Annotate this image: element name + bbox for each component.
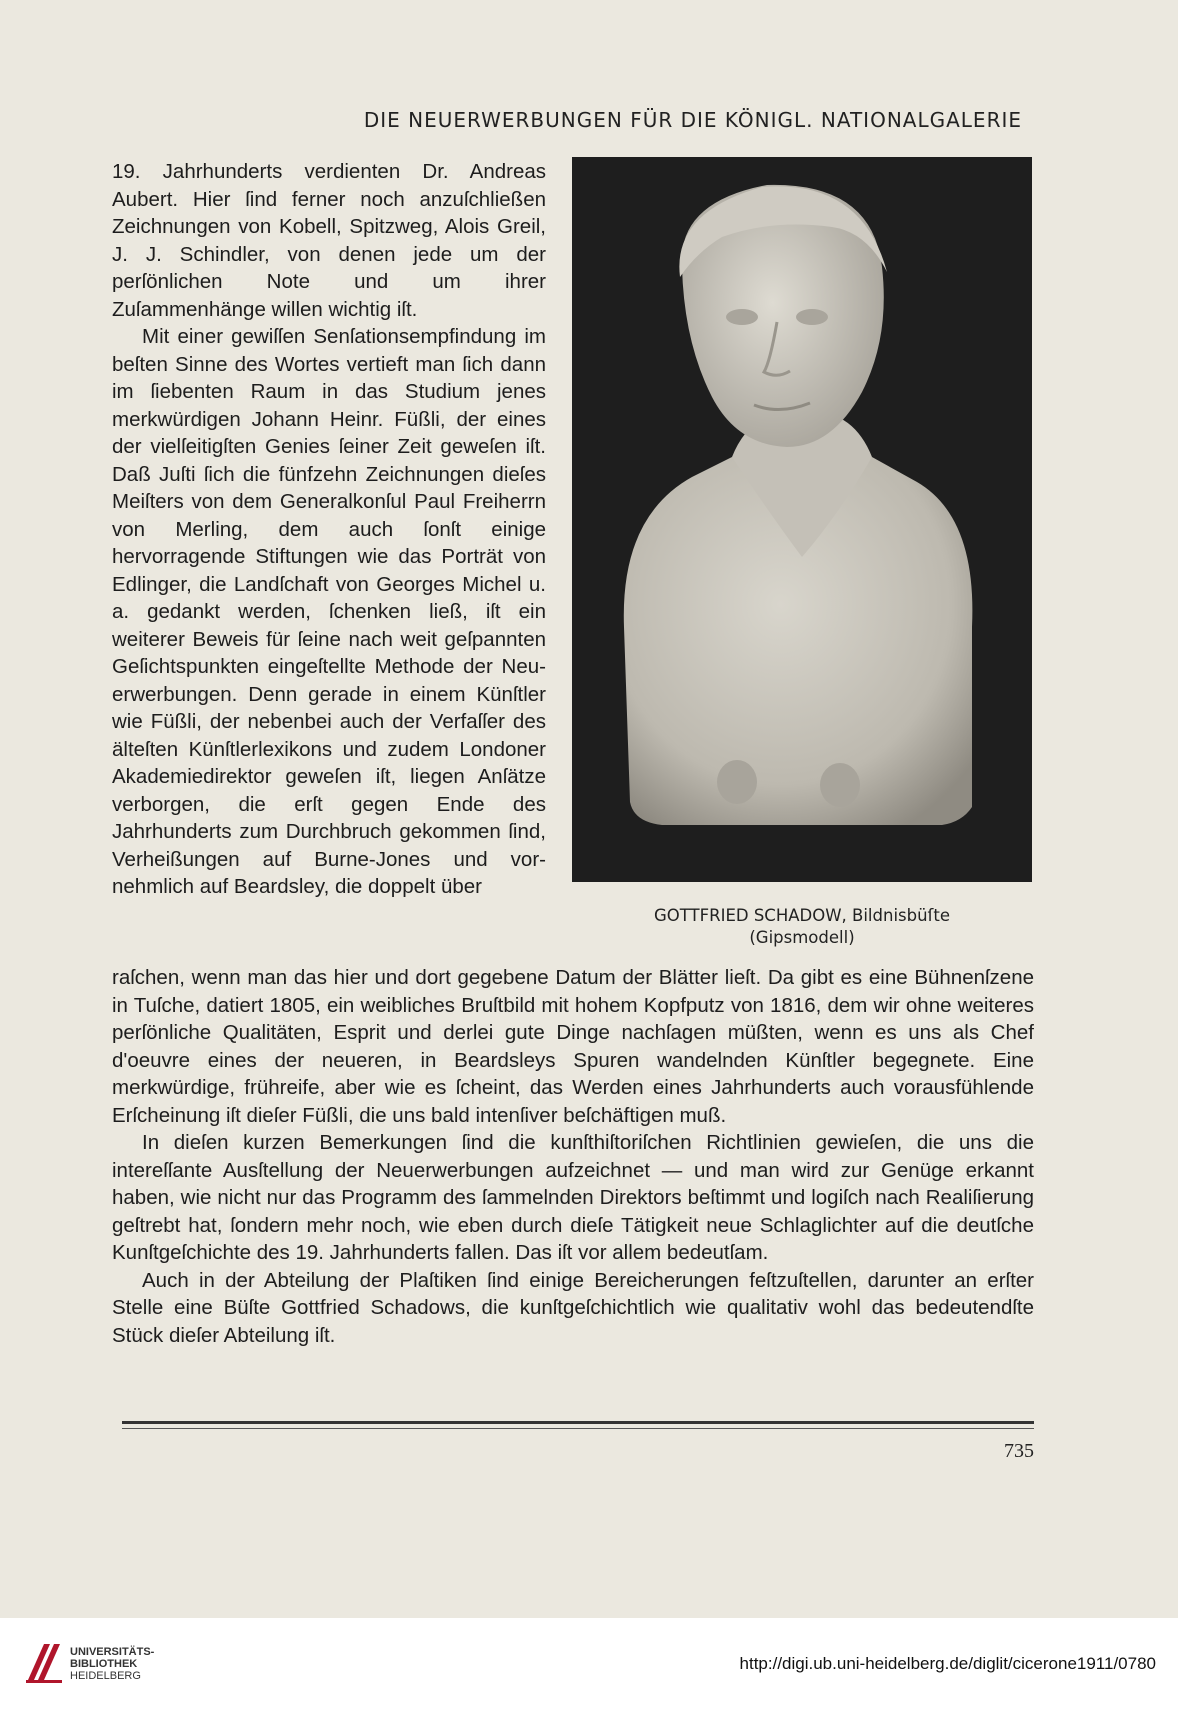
full-paragraph-3: Auch in der Abteilung der Plaſtiken ſind einige Bereicherungen feſtzuſtellen, darunter an erſter Stelle eine Büſte Gottfried Schadows, die kunſtgeſchichtlich wie qualitativ wohl das bedeutendſte Stück dieſer Abteilung iſt.: [112, 1268, 1034, 1347]
column-text: [112, 158, 546, 901]
source-url-link[interactable]: http://digi.ub.uni-heidelberg.de/diglit/cicerone1911/0780: [739, 1654, 1156, 1673]
library-name-line2: BIBLIOTHEK: [70, 1658, 138, 1670]
library-name[interactable]: [70, 1646, 154, 1682]
library-name-line3: HEIDELBERG: [70, 1670, 141, 1682]
full-width-text: [112, 964, 1034, 1349]
figure-caption: [572, 905, 1032, 949]
caption-title: GOTTFRIED SCHADOW, Bildnisbüſte: [654, 906, 950, 925]
column-paragraph-2: Mit einer gewiſſen Senſationsempfindung im beſten Sinne des Wortes vertieft man ſich dann im ſiebenten Raum in das Studium jenes merkwürdigen Johann Heinr. Füßli, der eines der vielſeitigſten Genies ſeiner Zeit geweſen iſt. Daß Juſti ſich die fünfzehn Zeichnungen dieſes Meiſters von dem Generalkonſul Paul Freiherrn von Merling, dem auch ſonſt einige hervorragende Stiftungen wie das Porträt von Edlinger, die Landſchaft von Georges Michel u. a. gedankt werden, ſchenken ließ, iſt ein weiterer Beweis für ſeine nach weit geſpannten Geſichtspunkten eingeſtellte Methode der Neuerwerbungen. Denn gerade in einem Künſtler wie Füßli, der nebenbei auch der Verfaſſer des älteſten Künſtlerlexikons und zudem Londoner Akademiedirektor geweſen iſt, liegen Anſätze verborgen, die erſt gegen Ende des Jahrhunderts zum Durchbruch gekommen ſind, Verheißungen auf Burne-Jones und vornehmlich auf Beardsley, die doppelt über: [112, 325, 546, 898]
coat-button-right: [820, 763, 860, 807]
bust-eye-right: [796, 309, 828, 325]
library-name-line1: UNIVERSITÄTS-: [70, 1646, 155, 1658]
bust-eye-left: [726, 309, 758, 325]
full-paragraph-1: raſchen, wenn man das hier und dort gegebene Datum der Blätter lieſt. Da gibt es eine Bühnenſzene in Tuſche, datiert 1805, ein weibliches Bruſtbild mit hohem Kopfputz von 1816, dem wir ohne weiteres perſönliche Qualitäten, Esprit und derlei gute Dinge nachſagen müßten, wenn es uns als Chef d'oeuvre eines der neueren, in Beardsleys Spuren wandelnden Künſtler begegnete. Eine merkwürdige, frühreife, aber wie es ſcheint, das Werden eines Jahrhunderts auch vorausfühlende Erſcheinung iſt dieſer Füßli, die uns bald intenſiver beſchäftigen muß.: [112, 966, 1034, 1127]
page-number: 735: [1004, 1440, 1034, 1462]
running-head: DIE NEUERWERBUNGEN FÜR DIE KÖNIGL. NATIONALGALERIE: [363, 108, 1022, 132]
university-library-logo-icon[interactable]: [22, 1640, 66, 1684]
caption-subtitle: (Gipsmodell): [749, 928, 855, 947]
footer-rule-thin: [122, 1428, 1034, 1429]
full-paragraph-2: In dieſen kurzen Bemerkungen ſind die kunſthiſtoriſchen Richtlinien gewieſen, die uns die intereſſante Ausſtellung der Neuerwerbungen aufzeichnet — und man wird zur Genüge erkannt haben, wie nicht nur das Programm des ſammelnden Direktors beſtimmt und logiſch nach Realiſierung geſtrebt hat, ſondern mehr noch, wie eben durch dieſe Tätigkeit neue Schlaglichter auf die deutſche Kunſtgeſchichte des 19. Jahrhunderts fallen. Das iſt vor allem bedeutſam.: [112, 1131, 1034, 1264]
footer-rule-thick: [122, 1421, 1034, 1424]
column-paragraph-1: 19. Jahrhunderts verdienten Dr. Andreas Aubert. Hier ſind ferner noch anzuſchließen Zeichnungen von Kobell, Spitzweg, Alois Greil, J. J. Schindler, von denen jede um der perſönlichen Note und um ihrer Zuſammenhänge willen wichtig iſt.: [112, 160, 546, 321]
bust-photograph: [572, 157, 1032, 882]
viewer-footer: [0, 1618, 1178, 1711]
bust-illustration: [572, 157, 1032, 882]
coat-button-left: [717, 760, 757, 804]
